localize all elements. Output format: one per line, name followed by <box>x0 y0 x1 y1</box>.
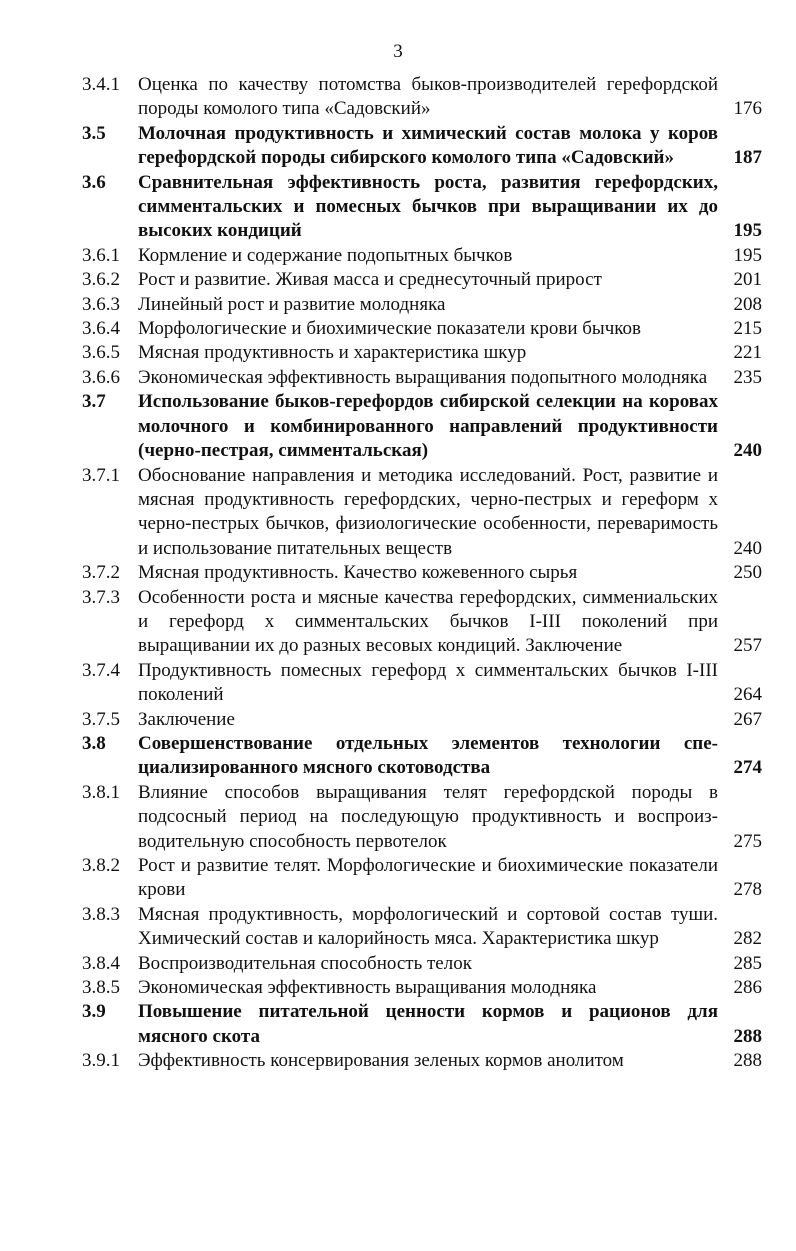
toc-entry-title: Оценка по качеству потомства быков-производителей герефордской породы комолого типа «Садовский» <box>138 74 718 120</box>
toc-entry-title: Заключение <box>138 708 235 730</box>
toc-entry-page: 195 <box>733 220 762 242</box>
toc-entry-number: 3.6.2 <box>82 269 120 291</box>
toc-entry <box>82 708 762 732</box>
toc-entry-title: Экономическая эффективность выращивания подопытного молодняка <box>138 366 708 388</box>
toc-entry-number: 3.8.3 <box>82 903 120 925</box>
toc-entry <box>82 952 762 976</box>
toc-entry <box>82 586 762 659</box>
toc-entry-number: 3.6 <box>82 171 106 193</box>
toc-entry-title: Повышение питательной ценности кормов и рационов для мясного скота <box>138 1001 718 1047</box>
toc-entry-title: Рост и развитие телят. Морфологические и биохимические показатели крови <box>138 855 718 901</box>
toc-entry <box>82 73 762 122</box>
toc-entry-number: 3.6.1 <box>82 244 120 266</box>
toc-entry <box>82 1000 762 1049</box>
toc-entry-number: 3.7.4 <box>82 659 120 681</box>
toc-entry-page: 221 <box>733 342 762 364</box>
toc-entry-number: 3.6.4 <box>82 318 120 340</box>
toc-entry <box>82 464 762 562</box>
toc-entry-title: Рост и развитие. Живая масса и среднесуточный прирост <box>138 269 602 291</box>
toc-entry-page: 215 <box>733 318 762 340</box>
toc-entry-page: 275 <box>733 830 762 852</box>
toc-entry-number: 3.6.5 <box>82 342 120 364</box>
toc-entry-page: 288 <box>733 1025 762 1047</box>
toc-entry-page: 264 <box>733 684 762 706</box>
toc-entry-title: Влияние способов выращивания телят герефордской породы в подсосный период на последующую продуктивность и воспроизводительную способность первотелок <box>138 781 718 852</box>
toc-entry-number: 3.7 <box>82 391 106 413</box>
toc-entry-number: 3.7.2 <box>82 562 120 584</box>
toc-entry <box>82 732 762 781</box>
toc-entry-page: 250 <box>733 562 762 584</box>
toc-entry-number: 3.8.2 <box>82 855 120 876</box>
toc-entry-title: Воспроизводительная способность телок <box>138 952 472 974</box>
toc-entry-number: 3.9.1 <box>82 1050 120 1072</box>
toc-entry-number: 3.8.5 <box>82 977 120 999</box>
toc-entry-title: Мясная продуктивность, морфологический и сортовой состав туши. Химический состав и калорийность мяса. Характеристика шкур <box>138 903 718 950</box>
toc-entry-page: 274 <box>733 757 762 779</box>
toc-entry-title: Экономическая эффективность выращивания молодняка <box>138 977 597 999</box>
toc-entry <box>82 366 762 390</box>
toc-entry-page: 286 <box>733 977 762 999</box>
toc-entry <box>82 341 762 365</box>
toc-entry <box>82 561 762 585</box>
toc-entry-title: Кормление и содержание подопытных бычков <box>138 244 513 266</box>
toc-entry <box>82 268 762 292</box>
toc-entry <box>82 293 762 317</box>
toc-entry <box>82 171 762 244</box>
toc-entry-title: Продуктивность помесных герефорд х симментальских бычков I-III поколений <box>138 659 718 706</box>
toc-entry <box>82 244 762 268</box>
toc-entry-number: 3.8.1 <box>82 781 120 803</box>
toc-entry-number: 3.8.4 <box>82 952 120 974</box>
toc-entry-title: Морфологические и биохимические показатели крови бычков <box>138 318 641 340</box>
toc-entry-title: Обоснование направления и методика исследований. Рост, развитие и мясная продуктивность герефордских, черно-пестрых и гереформ х черно-пестрых бычков, физиологические особенности, переваримость и использование питательных веществ <box>138 464 718 559</box>
toc-entry <box>82 781 762 854</box>
toc-entry-title: Эффективность консервирования зеленых кормов анолитом <box>138 1050 624 1072</box>
toc-entry-title: Молочная продуктивность и химический состав молока у коров герефордской породы сибирского комолого типа «Садовский» <box>138 122 718 169</box>
toc-entry-title: Линейный рост и развитие молодняка <box>138 293 446 315</box>
toc-entry <box>82 659 762 708</box>
toc-entry <box>82 854 762 903</box>
toc-entry-number: 3.8 <box>82 732 106 754</box>
toc-entry-page: 201 <box>733 269 762 291</box>
toc-entry-page: 176 <box>733 98 762 120</box>
toc-entry-number: 3.6.3 <box>82 293 120 315</box>
toc-entry <box>82 390 762 463</box>
toc-entry-title: Особенности роста и мясные качества герефордских, симмениальских и герефорд х симментальских бычков I-III поколений при выращивании их до разных весовых кондиций. Заключение <box>138 586 718 657</box>
toc-entry-number: 3.7.1 <box>82 464 120 486</box>
toc-entry-page: 282 <box>733 928 762 950</box>
toc-entry <box>82 317 762 341</box>
toc-entry-number: 3.7.3 <box>82 586 120 608</box>
toc-entry-number: 3.9 <box>82 1001 106 1023</box>
toc-entry-title: Мясная продуктивность и характеристика шкур <box>138 342 527 364</box>
toc-entry-page: 240 <box>733 537 762 559</box>
toc-entry <box>82 122 762 171</box>
toc-entry-title: Мясная продуктивность. Качество кожевенного сырья <box>138 562 578 584</box>
toc-entry-number: 3.6.6 <box>82 366 120 388</box>
toc-entry-page: 240 <box>733 440 762 462</box>
toc-entry-page: 257 <box>733 635 762 657</box>
toc-entry <box>82 1049 762 1073</box>
toc-entry-page: 187 <box>733 147 762 169</box>
toc-entry-title: Использование быков-герефордов сибирской селекции на коровах молочного и комбинированного направлений продуктивности (черно-пестрая, симментальская) <box>138 391 718 462</box>
toc-entry-page: 208 <box>733 293 762 315</box>
toc-entry-page: 195 <box>733 244 762 266</box>
toc-entry-page: 285 <box>733 952 762 974</box>
toc-entry-number: 3.7.5 <box>82 708 120 730</box>
toc-entry <box>82 976 762 1000</box>
toc-entry-number: 3.5 <box>82 122 106 144</box>
toc-entry-page: 235 <box>733 366 762 388</box>
toc-entry-title: Совершенствование отдельных элементов технологии специализированного мясного скотоводства <box>138 732 718 779</box>
toc-entry-page: 288 <box>733 1050 762 1072</box>
toc-entry-title: Сравнительная эффективность роста, развития герефордских, симментальских и помесных бычков при выращивании их до высоких кондиций <box>138 171 718 242</box>
toc-entry <box>82 903 762 952</box>
table-of-contents <box>82 73 762 1074</box>
page-number: 3 <box>393 41 403 62</box>
toc-entry-number: 3.4.1 <box>82 74 120 95</box>
toc-entry-page: 278 <box>733 879 762 901</box>
toc-entry-page: 267 <box>733 708 762 730</box>
